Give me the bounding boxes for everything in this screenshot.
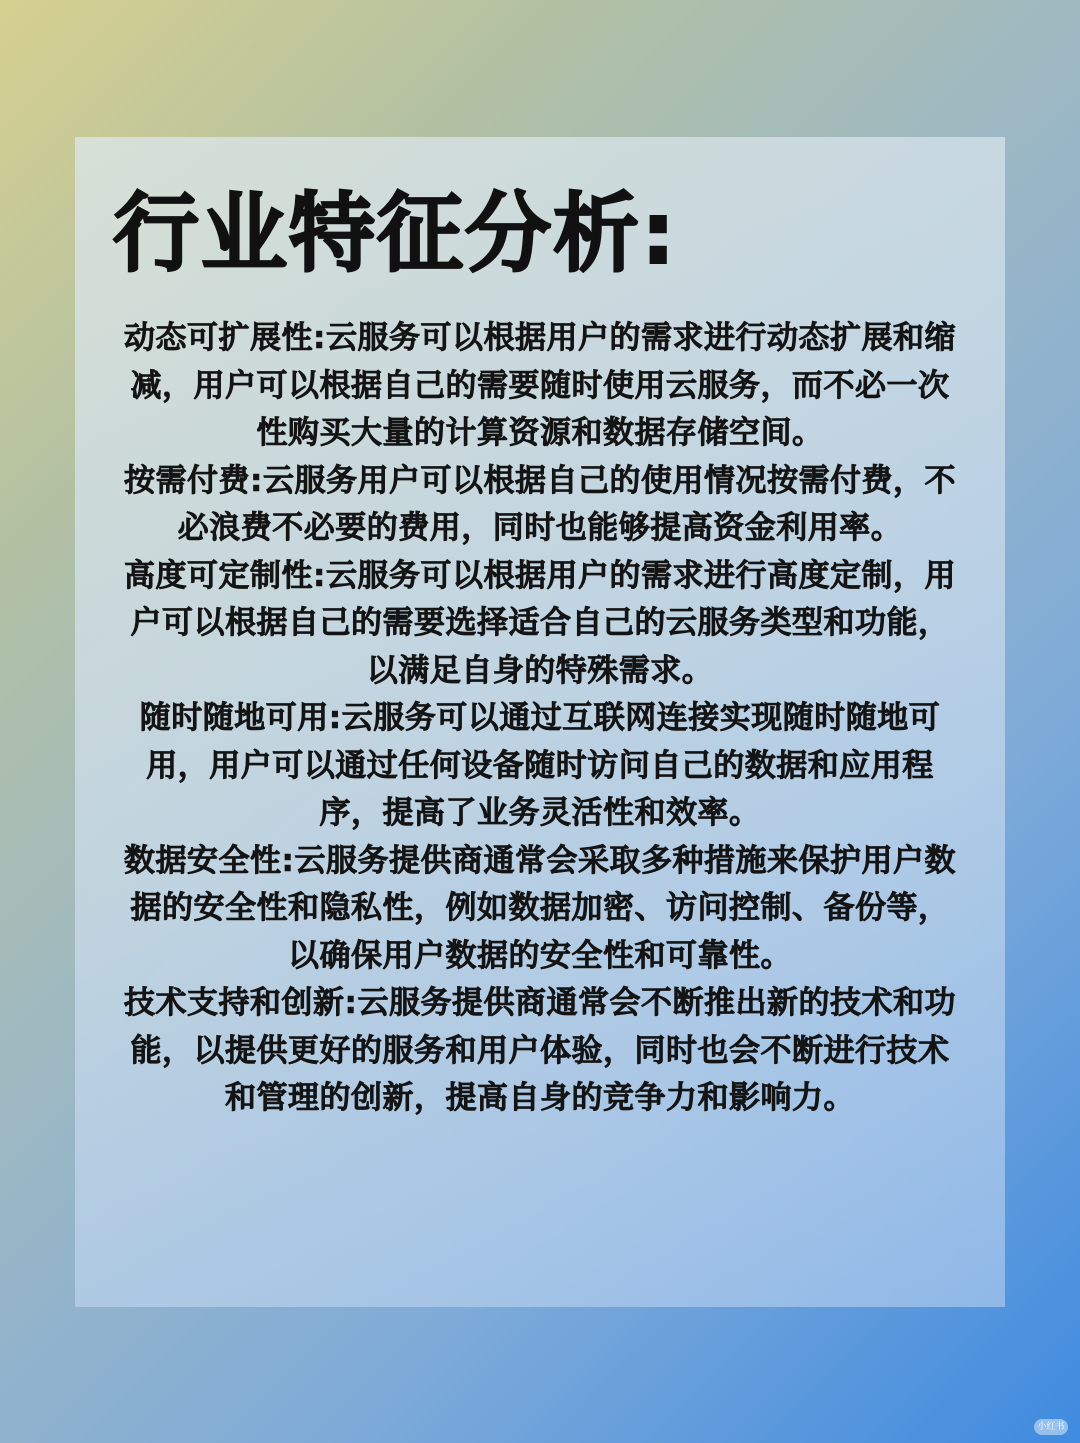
paragraph-customizability: 高度可定制性:云服务可以根据用户的需求进行高度定制，用户可以根据自己的需要选择适合自己的云服务类型和功能，以满足自身的特殊需求。 — [124, 557, 956, 689]
paragraph-dynamic-scalability: 动态可扩展性:云服务可以根据用户的需求进行动态扩展和缩减，用户可以根据自己的需要随时使用云服务，而不必一次性购买大量的计算资源和数据存储空间。 — [124, 320, 956, 451]
content-card — [75, 137, 1005, 1307]
paragraph-tech-innovation: 技术支持和创新:云服务提供商通常会不断推出新的技术和功能，以提供更好的服务和用户体验，同时也会不断进行技术和管理的创新，提高自身的竞争力和影响力。 — [124, 985, 956, 1116]
paragraph-availability: 随时随地可用:云服务可以通过互联网连接实现随时随地可用，用户可以通过任何设备随时访问自己的数据和应用程序，提高了业务灵活性和效率。 — [139, 700, 941, 831]
paragraph-data-security: 数据安全性:云服务提供商通常会采取多种措施来保护用户数据的安全性和隐私性，例如数据加密、访问控制、备份等，以确保用户数据的安全性和可靠性。 — [124, 842, 956, 974]
page-title: 行业特征分析: — [113, 184, 678, 284]
watermark-logo: 小红书 — [1034, 1419, 1068, 1435]
paragraph-pay-on-demand: 按需付费:云服务用户可以根据自己的使用情况按需付费，不必浪费不必要的费用，同时也能够提高资金利用率。 — [124, 462, 956, 546]
analysis-body — [115, 315, 965, 1123]
